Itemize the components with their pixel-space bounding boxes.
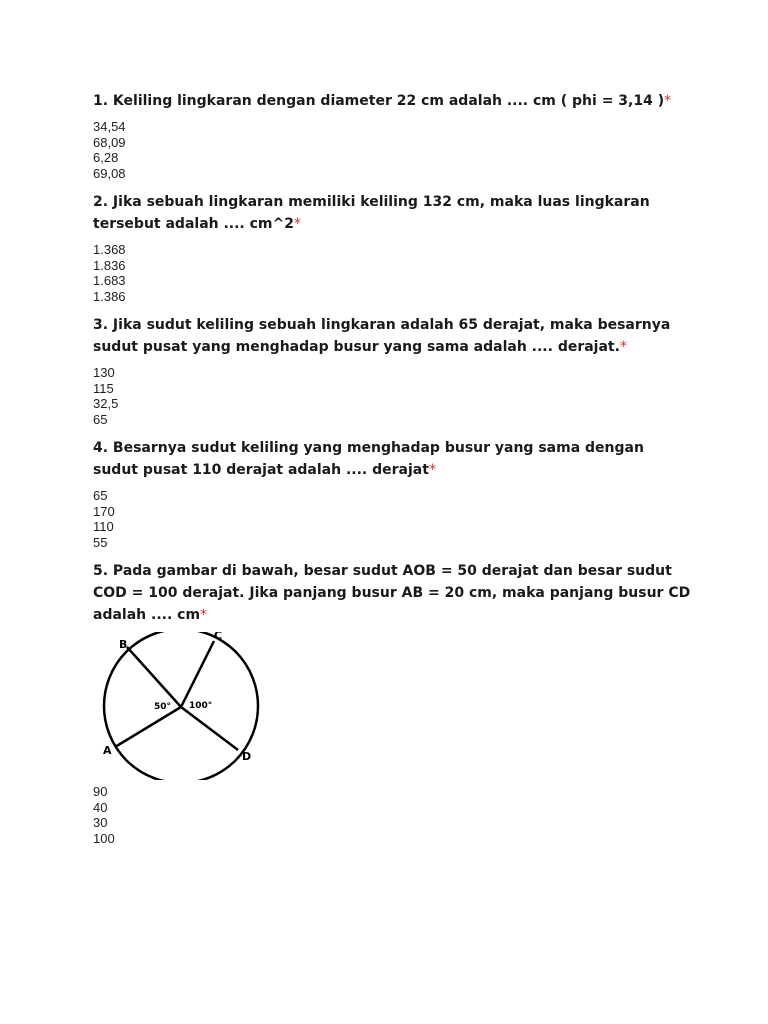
option-item[interactable]: 6,28 — [93, 150, 119, 165]
question-label: 4. Besarnya sudut keliling yang menghadap busur yang sama dengan sudut pusat 110 derajat adalah .... derajat — [93, 440, 644, 478]
option-item[interactable]: 170 — [93, 503, 115, 519]
question-text — [93, 90, 693, 112]
point-label-b: B — [119, 638, 128, 651]
options-list — [93, 488, 693, 550]
option-item[interactable]: 100 — [93, 830, 115, 846]
question-label: 3. Jika sudut keliling sebuah lingkaran adalah 65 derajat, maka besarnya sudut pusat yang menghadap busur yang sama adalah .... derajat. — [93, 317, 671, 355]
option-item[interactable]: 115 — [93, 380, 114, 396]
question-label: 2. Jika sebuah lingkaran memiliki keliling 132 cm, maka luas lingkaran tersebut adalah .... cm^2 — [93, 194, 650, 232]
question-label: 5. Pada gambar di bawah, besar sudut AOB = 50 derajat dan besar sudut COD = 100 derajat. Jika panjang busur AB = 20 cm, maka panjang busur CD adalah .... cm — [93, 563, 691, 623]
option-item[interactable]: 32,5 — [93, 396, 119, 411]
option-item[interactable]: 69,08 — [93, 165, 126, 181]
options-list — [93, 365, 693, 427]
option-item[interactable]: 130 — [93, 365, 115, 380]
quiz-page — [93, 90, 693, 846]
required-mark: * — [664, 93, 672, 109]
option-item[interactable]: 40 — [93, 799, 108, 815]
point-label-d: D — [242, 750, 252, 763]
option-item[interactable]: 65 — [93, 411, 108, 427]
option-item[interactable]: 110 — [93, 519, 114, 534]
question-text — [93, 437, 693, 481]
required-mark: * — [619, 339, 627, 355]
question-2 — [93, 191, 693, 304]
option-item[interactable]: 55 — [93, 534, 108, 550]
option-item[interactable]: 90 — [93, 784, 108, 799]
required-mark: * — [200, 607, 208, 623]
angle-label-aob: 50° — [154, 702, 172, 712]
required-mark: * — [293, 216, 301, 232]
question-3 — [93, 314, 693, 427]
radius-ob — [127, 647, 181, 707]
question-text — [93, 560, 693, 626]
point-label-c: C — [214, 632, 223, 642]
option-item[interactable]: 1.386 — [93, 288, 126, 304]
option-item[interactable]: 1.683 — [93, 273, 126, 288]
question-text — [93, 314, 693, 358]
radius-oc — [181, 641, 214, 707]
options-list — [93, 119, 693, 181]
radius-od — [181, 707, 238, 750]
question-4 — [93, 437, 693, 550]
point-label-a: A — [103, 744, 112, 757]
question-5 — [93, 560, 693, 846]
circle-figure — [93, 632, 273, 780]
options-list — [93, 784, 693, 846]
required-mark: * — [428, 462, 436, 478]
options-list — [93, 242, 693, 304]
question-label: 1. Keliling lingkaran dengan diameter 22 cm adalah .... cm ( phi = 3,14 ) — [93, 93, 665, 109]
circle-diagram — [93, 632, 273, 780]
option-item[interactable]: 34,54 — [93, 119, 126, 134]
question-text — [93, 191, 693, 235]
option-item[interactable]: 1.368 — [93, 242, 126, 257]
option-item[interactable]: 1.836 — [93, 257, 126, 273]
option-item[interactable]: 30 — [93, 815, 108, 830]
option-item[interactable]: 65 — [93, 488, 108, 503]
angle-label-cod: 100° — [189, 701, 213, 711]
question-1 — [93, 90, 693, 181]
option-item[interactable]: 68,09 — [93, 134, 126, 150]
radius-oa — [115, 707, 181, 747]
